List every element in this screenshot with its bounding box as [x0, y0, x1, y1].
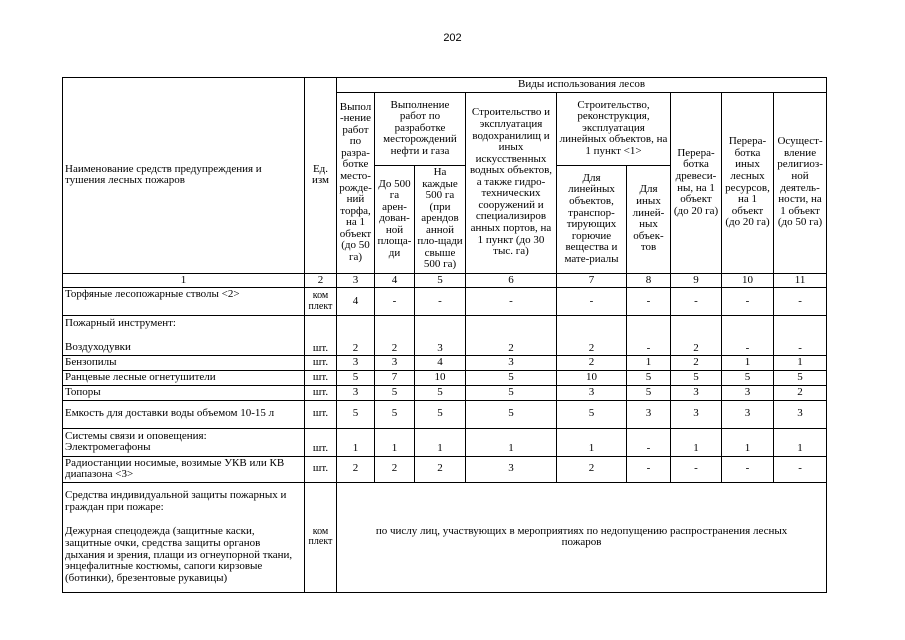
row-value: 5 — [375, 385, 415, 400]
page-number: 202 — [443, 32, 462, 44]
row-value: 5 — [415, 400, 466, 428]
header-oil-gas: Выполнение работ по разработке месторождений нефти и газа — [375, 92, 466, 165]
row-value: 3 — [774, 400, 827, 428]
col-number: 11 — [774, 273, 827, 288]
col-number: 7 — [557, 273, 627, 288]
row-label: Воздуходувки — [65, 341, 131, 354]
header-row-1 — [63, 78, 827, 93]
row-value: 3 — [375, 356, 415, 371]
row-value: 3 — [337, 356, 375, 371]
header-usage-types: Виды использования лесов — [337, 78, 827, 93]
header-col-6: Строительство и эксплуатация водохранилищ и иных искусственных водных объектов, а также гидро-технических сооружений и специализиров анных портов, на 1 пункт (до 30 тыс. га) — [466, 92, 557, 273]
row-name: Торфяные лесопожарные стволы <2> — [63, 288, 305, 316]
row-unit: ком плект — [305, 288, 337, 316]
row-value: - — [722, 316, 774, 356]
row-value: 3 — [557, 385, 627, 400]
row-value: - — [557, 288, 627, 316]
row-label: Дежурная спецодежда (защитные каски, защитные очки, средства защиты органов дыхания и зрения, плащи из огнеупорной ткани, энцефалитные костюмы, сапоги кирзовые (ботинки), брезентовые рукавицы) — [65, 525, 293, 584]
row-value: 5 — [466, 370, 557, 385]
row-value: 3 — [671, 385, 722, 400]
row-value: - — [671, 456, 722, 482]
row-value: 3 — [466, 356, 557, 371]
row-value: 3 — [722, 400, 774, 428]
table-row — [63, 288, 827, 316]
row-value: 2 — [466, 316, 557, 356]
row-value: 1 — [774, 356, 827, 371]
row-value: 1 — [415, 428, 466, 456]
row-value: - — [774, 288, 827, 316]
table-row — [63, 370, 827, 385]
row-name: Радиостанции носимые, возимые УКВ или КВ диапазона <3> — [63, 456, 305, 482]
row-value: - — [774, 456, 827, 482]
row-value: 3 — [671, 400, 722, 428]
row-value: 5 — [415, 385, 466, 400]
col-number: 10 — [722, 273, 774, 288]
row-unit: шт. — [305, 316, 337, 356]
row-name: Ранцевые лесные огнетушители — [63, 370, 305, 385]
row-value: 1 — [466, 428, 557, 456]
row-name — [63, 428, 305, 456]
header-col-8: Для иных линей-ных объек-тов — [627, 165, 671, 273]
header-linear: Строительство, реконструкция, эксплуатация линейных объектов, на 1 пункт <1> — [557, 92, 671, 165]
header-name: Наименование средств предупреждения и тушения лесных пожаров — [63, 78, 305, 274]
column-numbers-row — [63, 273, 827, 288]
row-value: 5 — [671, 370, 722, 385]
row-value: - — [627, 316, 671, 356]
row-value: 1 — [375, 428, 415, 456]
col-number: 6 — [466, 273, 557, 288]
row-value: 1 — [671, 428, 722, 456]
row-unit: шт. — [305, 370, 337, 385]
row-value: 5 — [337, 370, 375, 385]
row-value: 2 — [774, 385, 827, 400]
col-number: 4 — [375, 273, 415, 288]
header-col-10: Перера-ботка иных лесных ресурсов, на 1 объект (до 20 га) — [722, 92, 774, 273]
row-value: 2 — [375, 456, 415, 482]
row-value: 5 — [774, 370, 827, 385]
row-note: по числу лиц, участвующих в мероприятиях по недопущению распространения лесных пожаров — [337, 482, 827, 592]
row-value: 5 — [722, 370, 774, 385]
row-value: 4 — [337, 288, 375, 316]
row-value: 2 — [557, 316, 627, 356]
row-value: 2 — [337, 456, 375, 482]
row-value: - — [415, 288, 466, 316]
row-value: - — [627, 288, 671, 316]
col-number: 2 — [305, 273, 337, 288]
row-value: 5 — [466, 400, 557, 428]
row-value: - — [466, 288, 557, 316]
table-row — [63, 456, 827, 482]
table-row — [63, 356, 827, 371]
row-value: 10 — [415, 370, 466, 385]
table-row — [63, 316, 827, 356]
header-col-4: До 500 га арен-дован-ной площа-ди — [375, 165, 415, 273]
section-label: Пожарный инструмент: — [65, 316, 176, 329]
col-number: 5 — [415, 273, 466, 288]
col-number: 3 — [337, 273, 375, 288]
section-label: Средства индивидуальной защиты пожарных и граждан при пожаре: — [65, 489, 287, 513]
row-value: - — [627, 456, 671, 482]
table-row — [63, 385, 827, 400]
header-col-11: Осущест-вление религиоз-ной деятель-ности, на 1 объект (до 50 га) — [774, 92, 827, 273]
row-value: 5 — [627, 370, 671, 385]
row-name: Топоры — [63, 385, 305, 400]
row-value: 1 — [722, 428, 774, 456]
header-col-9: Перера-ботка древеси-ны, на 1 объект (до 20 га) — [671, 92, 722, 273]
row-value: 2 — [337, 316, 375, 356]
row-value: 1 — [557, 428, 627, 456]
col-number: 1 — [63, 273, 305, 288]
row-value: - — [722, 288, 774, 316]
row-value: 3 — [466, 456, 557, 482]
row-unit: ком плект — [305, 482, 337, 592]
row-value: 5 — [557, 400, 627, 428]
row-value: 10 — [557, 370, 627, 385]
header-unit: Ед. изм — [305, 78, 337, 274]
row-name — [63, 316, 305, 356]
row-label: Электромегафоны — [65, 441, 151, 454]
row-unit: шт. — [305, 385, 337, 400]
table-row — [63, 428, 827, 456]
row-value: 3 — [722, 385, 774, 400]
row-value: 5 — [627, 385, 671, 400]
row-value: 4 — [415, 356, 466, 371]
row-value: 1 — [627, 356, 671, 371]
table-row — [63, 482, 827, 592]
col-number: 9 — [671, 273, 722, 288]
row-value: 3 — [337, 385, 375, 400]
row-value: 2 — [375, 316, 415, 356]
row-name: Емкость для доставки воды объемом 10-15 л — [63, 400, 305, 428]
row-unit: шт. — [305, 356, 337, 371]
row-value: - — [722, 456, 774, 482]
row-value: 1 — [722, 356, 774, 371]
row-value: 7 — [375, 370, 415, 385]
row-name — [63, 482, 305, 592]
row-value: 2 — [557, 456, 627, 482]
row-value: 1 — [337, 428, 375, 456]
row-value: 5 — [466, 385, 557, 400]
col-number: 8 — [627, 273, 671, 288]
section-label: Системы связи и оповещения: — [65, 429, 207, 442]
row-value: 2 — [557, 356, 627, 371]
row-value: 2 — [415, 456, 466, 482]
row-unit: шт. — [305, 428, 337, 456]
row-name: Бензопилы — [63, 356, 305, 371]
row-value: 3 — [415, 316, 466, 356]
row-unit: шт. — [305, 456, 337, 482]
row-value: 1 — [774, 428, 827, 456]
row-value: - — [627, 428, 671, 456]
row-value: 3 — [627, 400, 671, 428]
row-unit: шт. — [305, 400, 337, 428]
row-value: - — [375, 288, 415, 316]
header-col-7: Для линейных объектов, транспор-тирующих горючие вещества и мате-риалы — [557, 165, 627, 273]
header-col-5: На каждые 500 га (при арендов анной пло-щади свыше 500 га) — [415, 165, 466, 273]
row-value: - — [774, 316, 827, 356]
row-value: - — [671, 288, 722, 316]
table-row — [63, 400, 827, 428]
fire-equipment-norms-table — [62, 77, 827, 593]
row-value: 5 — [337, 400, 375, 428]
header-col-3: Выпол-нение работ по разра-ботке место-рожде-ний торфа, на 1 объект (до 50 га) — [337, 92, 375, 273]
row-value: 2 — [671, 316, 722, 356]
row-value: 5 — [375, 400, 415, 428]
row-value: 2 — [671, 356, 722, 371]
